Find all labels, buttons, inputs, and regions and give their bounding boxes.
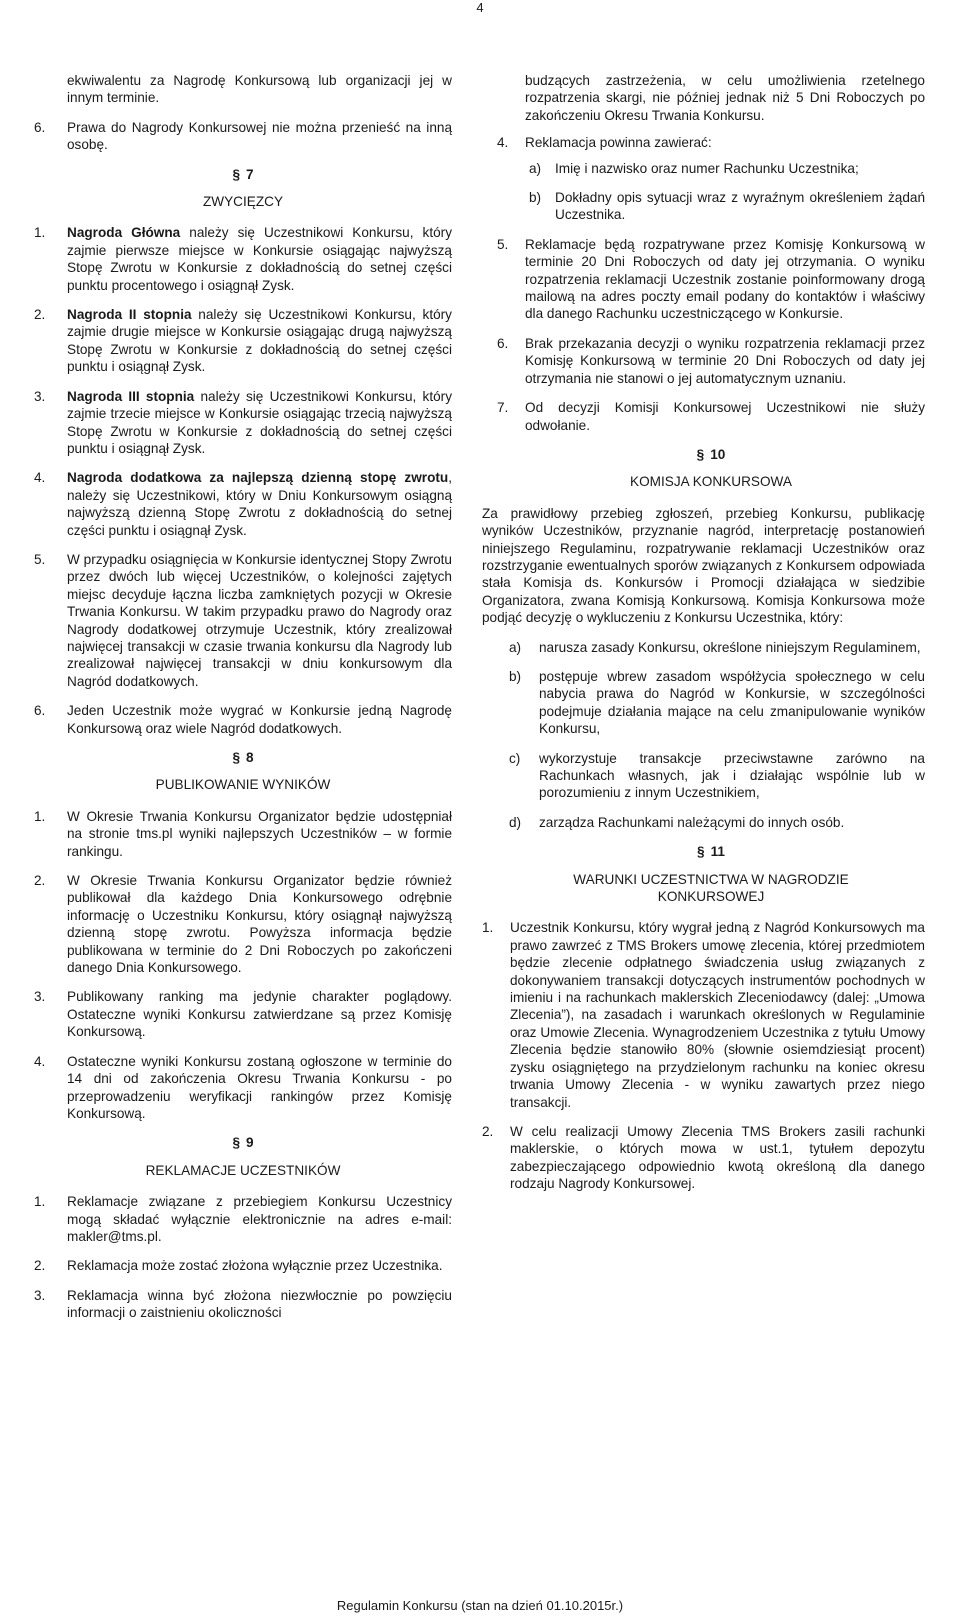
paragraph: Za prawidłowy przebieg zgłoszeń, przebieg Konkursu, publikację wyników Uczestników, przyznanie nagród, interpretację postanowień niniejszego Regulaminu, rozpatrywanie reklamacji Uczestników oraz rozstrzyganie ewentualnych sporów związanych z Konkursem odpowiada stała Komisja ds. Konkursów i Promocji działająca w siedzibie Organizatora, zwana Komisją Konkursową. Komisja Konkursowa może podjąć decyzję o wykluczeniu z Konkursu Uczestnika, który: xyxy=(482,505,925,626)
item-number: 6. xyxy=(497,335,509,351)
item-text: , należy się Uczestnikowi, który w Dniu Konkursowym osiągną najwyższą dzienną Stopę Zwrotu z dokładnością do setnej części punktu i osiągnął Zysk. xyxy=(67,470,452,538)
item-text: Reklamacja winna być złożona niezwłocznie po powzięciu informacji o zaistnieniu okoliczności xyxy=(67,1287,452,1321)
list-item xyxy=(34,872,452,976)
section-sign: § xyxy=(697,844,705,860)
item-text: W Okresie Trwania Konkursu Organizator będzie również publikował dla każdego Dnia Konkursowego odrębnie informację o Uczestniku Konkursu, który osiągnął najwyższą dzienną stopę zwrotu. Powyższa informacja będzie publikowana w terminie do 2 Dni Roboczych po zakończeni danego Dnia Konkursowego. xyxy=(67,873,452,976)
item-bold-text: Nagroda dodatkowa za najlepszą dzienną stopę zwrotu xyxy=(67,470,449,486)
item-text: Prawa do Nagrody Konkursowej nie można przenieść na inną osobę. xyxy=(67,119,452,153)
section-number-value: 8 xyxy=(246,750,254,765)
list-item xyxy=(34,808,452,860)
section-title: KOMISJA KONKURSOWA xyxy=(630,474,792,490)
sub-item xyxy=(497,750,925,802)
list-item xyxy=(34,1053,452,1123)
sub-item-text: Imię i nazwisko oraz numer Rachunku Uczestnika; xyxy=(555,160,859,176)
continuation-text: ekwiwalentu za Nagrodę Konkursową lub organizacji jej w innym terminie. xyxy=(67,73,452,106)
item-text: Reklamacje związane z przebiegiem Konkursu Uczestnicy mogą składać wyłącznie elektronicznie na adres e-mail: makler@tms.pl. xyxy=(67,1194,452,1244)
item-number: 7. xyxy=(497,400,509,416)
item-text: Uczestnik Konkursu, który wygrał jedną z Nagród Konkursowych ma prawo zawrzeć z TMS Brokers umowę zlecenia, której przedmiotem będzie zlecenie odpłatnego świadczenia usług związanych z dokonywaniem transakcji dotyczących instrumentów pochodnych w imieniu i na rachunkach maklerskich Zleceniodawcy (dalej: „Umowa Zlecenia”), na zasadach i warunkach określonych w Regulaminie oraz Umowie Zlecenia. Wynagrodzeniem Uczestnika z tytułu Umowy Zlecenia będzie stanowiło 80% (słownie osiemdziesiąt procent) zysku osiągniętego na przydzielonym rachunku na koniec okresu trwania Umowy Zlecenia - w wyniku zawartych przez niego transakcji. xyxy=(510,920,925,1110)
section-sign: § xyxy=(232,750,240,765)
list-item xyxy=(482,919,925,1110)
item-number: 4. xyxy=(34,470,46,486)
paragraph-continuation xyxy=(34,72,452,107)
sub-item xyxy=(497,160,925,177)
section-number xyxy=(34,1134,452,1151)
section-number xyxy=(34,749,452,766)
item-text: należy się Uczestnikowi Konkursu, który zajmie pierwsze miejsce w Konkursie osiągając najwyższą Stopę Zwrotu w Konkursie z dokładnością do setnej części punktu procentowego i osiągnął Zysk. xyxy=(67,225,452,293)
item-text: Od decyzji Komisji Konkursowej Uczestnikowi nie służy odwołanie. xyxy=(525,400,925,433)
item-number: 3. xyxy=(34,388,46,404)
list-item xyxy=(34,224,452,294)
section-number-value: 7 xyxy=(246,166,254,182)
list-item xyxy=(34,469,452,539)
item-text: Ostateczne wyniki Konkursu zostaną ogłoszone w terminie do 14 dni od zakończenia Okresu Trwania Konkursu - po przeprowadzeniu weryfikacji rankingów przez Komisję Konkursową. xyxy=(67,1053,452,1121)
item-text: Brak przekazania decyzji o wyniku rozpatrzenia reklamacji przez Komisję Konkursową w terminie 20 Dni Roboczych od daty jej otrzymania nie stanowi o jej automatycznym uznaniu. xyxy=(525,335,925,386)
list-item xyxy=(497,236,925,323)
item-number: 3. xyxy=(34,1287,46,1303)
left-column xyxy=(34,72,452,1334)
item-number: 1. xyxy=(34,225,46,241)
sub-item-letter: b) xyxy=(509,668,522,684)
right-column xyxy=(482,72,925,1205)
item-number: 6. xyxy=(34,119,46,135)
list-item xyxy=(497,399,925,434)
item-number: 1. xyxy=(34,808,46,824)
list-item xyxy=(34,702,452,737)
item-bold-text: Nagroda Główna xyxy=(67,225,181,241)
paragraph-continuation xyxy=(497,72,925,124)
item-number: 4. xyxy=(34,1053,46,1069)
sub-item-letter: a) xyxy=(509,639,522,655)
list-item xyxy=(497,134,925,151)
item-number: 4. xyxy=(497,135,509,151)
sub-item-letter: a) xyxy=(529,160,542,176)
sub-item-text: Dokładny opis sytuacji wraz z wyraźnym określeniem żądań Uczestnika. xyxy=(555,190,925,223)
section-title: ZWYCIĘZCY xyxy=(202,194,284,210)
section-title: PUBLIKOWANIE WYNIKÓW xyxy=(155,777,331,793)
section-title: WARUNKI UCZESTNICTWA W NAGRODZIE KONKURSOWEJ xyxy=(573,871,849,905)
section-number-value: 10 xyxy=(710,446,726,462)
item-bold-text: Nagroda II stopnia xyxy=(67,307,192,323)
section-number-value: 11 xyxy=(710,844,725,860)
list-item xyxy=(482,1123,925,1193)
sub-item xyxy=(497,668,925,738)
item-text: W Okresie Trwania Konkursu Organizator będzie udostępniał na stronie tms.pl wyniki najlepszych Uczestników – w formie rankingu. xyxy=(67,808,452,859)
item-text: należy się Uczestnikowi Konkursu, który zajmie drugie miejsce w Konkursie osiągając drugą najwyższą Stopę Zwrotu w Konkursie z dokładnością do setnej części punktu i osiągnął Zysk. xyxy=(67,307,452,375)
list-item xyxy=(34,1287,452,1322)
item-number: 2. xyxy=(34,873,46,889)
list-item xyxy=(497,335,925,387)
item-bold-text: Nagroda III stopnia xyxy=(67,388,195,404)
sub-item xyxy=(497,189,925,224)
item-text: Reklamacja powinna zawierać: xyxy=(525,135,712,151)
section-number xyxy=(497,843,925,860)
section-sign: § xyxy=(696,446,705,462)
sub-item-text: postępuje wbrew zasadom współżycia społecznego w celu nabycia prawa do Nagród w Konkursie, w szczególności podejmuje działania mające na celu zmanipulowanie wyników Konkursu, xyxy=(539,668,925,737)
sub-item-text: narusza zasady Konkursu, określone niniejszym Regulaminem, xyxy=(539,639,921,655)
sub-item xyxy=(497,814,925,831)
list-item xyxy=(34,388,452,458)
list-item xyxy=(34,1257,452,1274)
item-number: 6. xyxy=(34,703,46,719)
continuation-text: budzących zastrzeżenia, w celu umożliwienia rzetelnego rozpatrzenia skargi, nie później jednak niż 5 Dni Roboczych po zakończeniu Okresu Trwania Konkursu. xyxy=(525,73,925,123)
item-text: Reklamacje będą rozpatrywane przez Komisję Konkursową w terminie 20 Dni Roboczych od daty jej otrzymania. O wyniku rozpatrzenia reklamacji Uczestnik zostanie poinformowany drogą mailową na adres poczty email podany do kontaktów i właściwy dla danego Rachunku uczestniczącego w Konkursie. xyxy=(525,236,925,322)
item-number: 1. xyxy=(482,920,494,936)
item-text: W celu realizacji Umowy Zlecenia TMS Brokers zasili rachunki maklerskie, o których mowa w ust.1, tytułem depozytu zabezpieczającego odpowiednio kwotą określoną dla danego rodzaju Nagrody Konkursowej. xyxy=(510,1123,925,1192)
list-item xyxy=(34,988,452,1040)
item-number: 1. xyxy=(34,1194,46,1210)
item-number: 2. xyxy=(482,1123,494,1139)
list-item xyxy=(34,306,452,376)
page-footer: Regulamin Konkursu (stan na dzień 01.10.2015r.) xyxy=(336,1598,624,1613)
list-item xyxy=(34,551,452,690)
item-number: 2. xyxy=(34,307,46,323)
section-sign: § xyxy=(232,166,240,182)
sub-item-letter: b) xyxy=(529,190,542,206)
item-number: 3. xyxy=(34,989,46,1005)
item-number: 5. xyxy=(497,236,509,252)
section-number xyxy=(34,166,452,183)
item-text: W przypadku osiągnięcia w Konkursie identycznej Stopy Zwrotu przez dwóch lub więcej Uczestników, o kolejności zajętych miejsc decyduje łączna liczba zamkniętych pozycji w Okresie Trwania Konkursu. W takim przypadku prawo do Nagrody oraz Nagrody dodatkowej otrzymuje Uczestnik, który zrealizował najwięcej transakcji w czasie trwania konkursu dla Nagrody lub zrealizował najwięcej transakcji w dniu konkursowym dla Nagród dodatkowych. xyxy=(67,551,452,689)
list-item xyxy=(34,119,452,154)
sub-item-letter: d) xyxy=(509,814,522,830)
page-number: 4 xyxy=(476,0,484,15)
sub-item xyxy=(497,639,925,656)
section-sign: § xyxy=(232,1135,240,1151)
section-title: REKLAMACJE UCZESTNIKÓW xyxy=(145,1162,341,1178)
item-number: 5. xyxy=(34,551,46,567)
sub-item-letter: c) xyxy=(509,750,521,766)
item-text: Publikowany ranking ma jedynie charakter poglądowy. Ostateczne wyniki Konkursu zatwierdzane są przez Komisję Konkursową. xyxy=(67,989,452,1040)
section-number xyxy=(497,446,925,463)
section-number-value: 9 xyxy=(246,1135,254,1151)
item-number: 2. xyxy=(34,1258,46,1274)
sub-item-text: wykorzystuje transakcje przeciwstawne zarówno na Rachunkach własnych, jak i działając wspólnie lub w porozumieniu z innym Uczestnikiem, xyxy=(539,750,925,801)
sub-item-text: zarządza Rachunkami należącymi do innych osób. xyxy=(539,814,845,830)
list-item xyxy=(34,1193,452,1245)
item-text: Reklamacja może zostać złożona wyłącznie przez Uczestnika. xyxy=(67,1258,443,1274)
item-text: Jeden Uczestnik może wygrać w Konkursie jedną Nagrodę Konkursową oraz wiele Nagród dodatkowych. xyxy=(67,703,452,736)
item-text: należy się Uczestnikowi Konkursu, który zajmie trzecie miejsce w Konkursie osiągając trzecią najwyższą Stopę Zwrotu w Konkursie z dokładnością do setnej części punktu i osiągnął Zysk. xyxy=(67,388,452,456)
